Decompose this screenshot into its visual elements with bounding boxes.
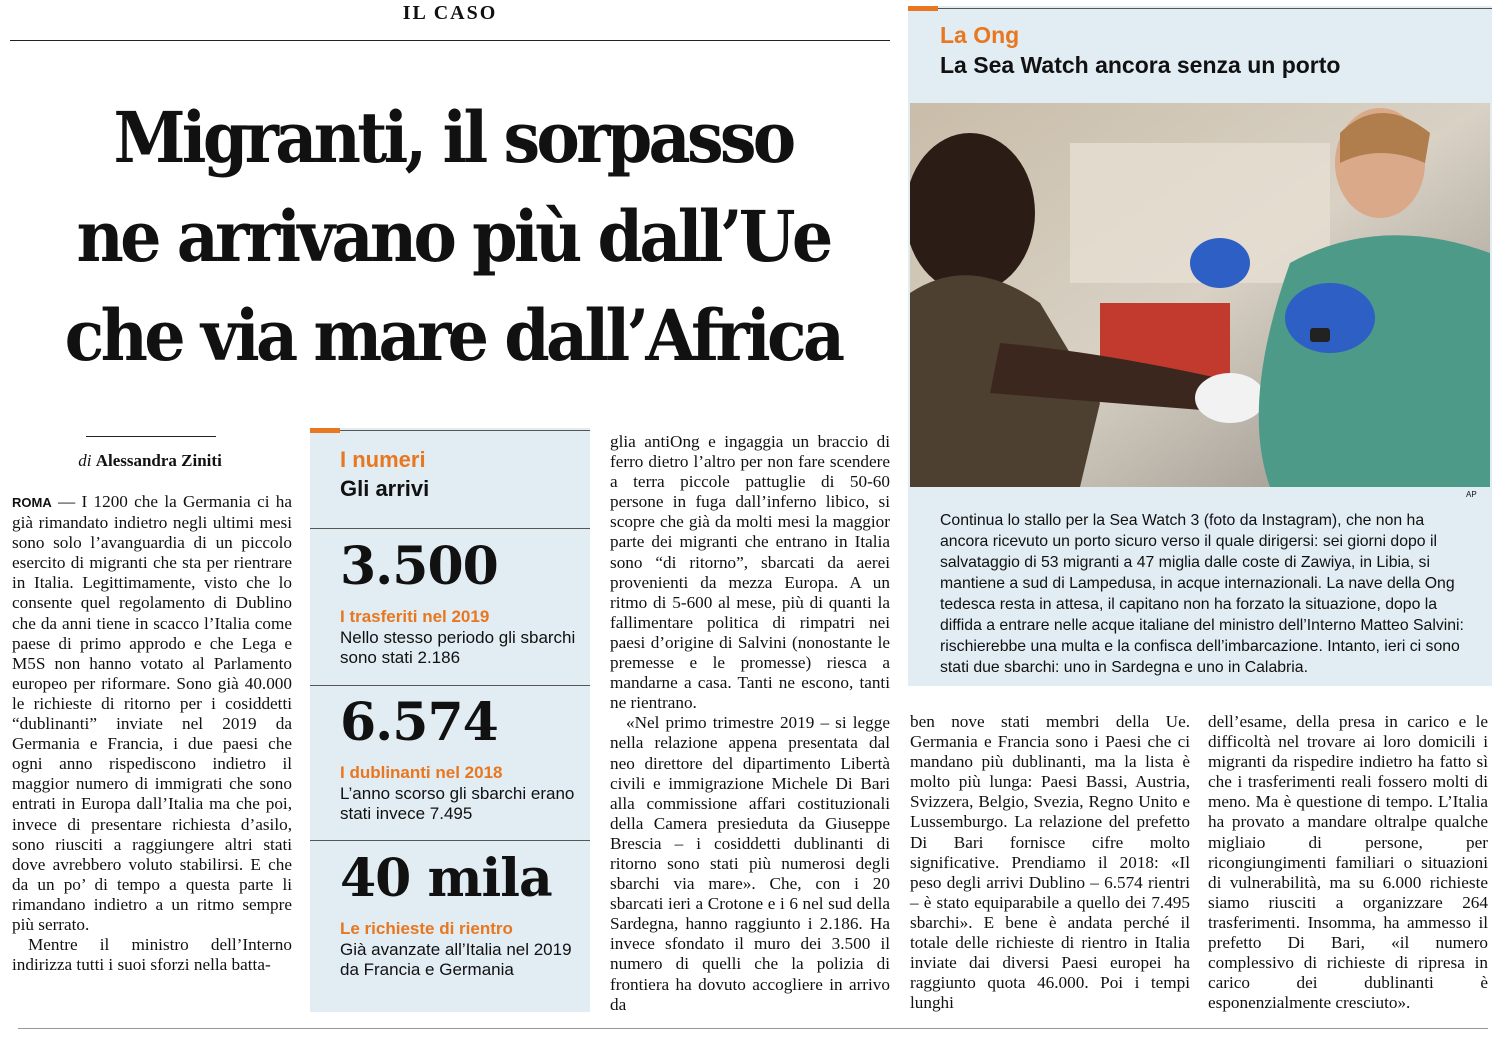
rescue-photo-illustration <box>910 103 1490 487</box>
ong-kicker: La Ong <box>940 22 1020 48</box>
ong-accent-bar <box>908 6 938 11</box>
byline-author: Alessandra Ziniti <box>95 451 222 470</box>
stat-label-requests: Le richieste di rientro <box>340 919 513 938</box>
stat-divider <box>310 840 590 841</box>
headline <box>39 88 867 385</box>
article-paragraph: dell’esame, della presa in carico e le difficoltà nel trovare ai loro domicili i migranti da rispedire indietro ha fatto sì che i trasferimenti reali fossero molti di meno. Ma è questione di tempo. L’Italia ha provato a mandare oltralpe qualche migliaio di persone, per ricongiungimenti familiari o situazioni di vulnerabilità, ma su 6.000 richieste siamo riusciti a organizzare 264 trasferimenti. Insomma, ha ammesso il prefetto Di Bari, «il numero complessivo di richieste di ripresa in carico dei dublinanti è esponenzialmente cresciuto». <box>1208 712 1488 1013</box>
article-paragraph <box>12 492 292 935</box>
stat-desc-requests: Già avanzate all’Italia nel 2019 da Francia e Germania <box>340 940 572 979</box>
headline-line-2: ne arrivano più dall’Ue <box>76 195 830 278</box>
stat-divider <box>310 528 590 529</box>
byline <box>10 451 290 471</box>
numbers-kicker: I numeri <box>340 447 426 472</box>
stat-label-dublinanti: I dublinanti nel 2018 <box>340 763 503 782</box>
photo-caption: Continua lo stallo per la Sea Watch 3 (foto da Instagram), che non ha ancora ricevuto un porto sicuro verso il quale dirigersi: sei giorni dopo il salvataggio di 53 migranti a 47 miglia dalle coste di Zawiya, in Libia, si mantiene a sud di Lampedusa, in acque internazionali. La nave della Ong tedesca resta in attesa, il capitano non ha forzato la situazione, dopo la diffida a entrare nelle acque italiane del ministro dell’Interno Matteo Salvini: rischierebbe una multa e la confisca dell’imbarcazione. Intanto, ieri ci sono stati due sbarchi: uno in Sardegna e uno in Calabria. <box>940 512 1464 676</box>
numbers-accent-bar <box>310 428 340 433</box>
photo-credit: AP <box>1466 490 1477 499</box>
stat-label-transfers: I trasferiti nel 2019 <box>340 607 490 626</box>
stat-divider <box>310 685 590 686</box>
ong-title: La Sea Watch ancora senza un porto <box>940 52 1341 78</box>
numbers-top-rule <box>340 430 590 431</box>
stat-value-transfers: 3.500 <box>340 536 498 597</box>
byline-prefix: di <box>78 451 92 470</box>
stat-value-dublinanti: 6.574 <box>340 692 498 753</box>
dateline: ROMA <box>12 495 52 510</box>
stat-value-requests: 40 mila <box>340 848 552 909</box>
page-bottom-rule <box>18 1028 1488 1029</box>
article-paragraph: «Nel primo trimestre 2019 – si legge nella relazione appena presentata dal neo direttore del dipartimento Libertà civili e immigrazione Michele Di Bari alla commissione affari costituzionali della Camera presieduta da Giuseppe Brescia – i cosiddetti dublinanti di ritorno sono stati più numerosi degli sbarchi via mare». Che, con i 20 sbarcati ieri a Crotone e i 6 nel sud della Sardegna, hanno raggiunto i 2.186. Ha invece sfondato il muro dei 3.500 il numero di quelli che la polizia di frontiera ha dovuto accogliere in arrivo da <box>610 713 890 1014</box>
rescue-photo <box>910 103 1490 487</box>
article-column-5 <box>1208 712 1488 1013</box>
byline-divider <box>86 436 216 437</box>
section-divider <box>10 40 890 41</box>
headline-line-1: Migranti, il sorpasso <box>113 96 793 179</box>
stat-desc-dublinanti: L’anno scorso gli sbarchi erano stati invece 7.495 <box>340 784 575 823</box>
ong-top-rule <box>938 8 1492 9</box>
article-paragraph: ben nove stati membri della Ue. Germania e Francia sono i Paesi che ci mandano più dublinanti, ma la lista è molto più lunga: Paesi Bassi, Austria, Svizzera, Belgio, Svezia, Regno Unito e Lussemburgo. La relazione del prefetto Di Bari fornisce cifre molto significative. Prendiamo il 2018: «Il peso degli arrivi Dublino – 6.574 rientri – è stato equiparabile a quello dei 7.495 sbarchi». E bene è andata perché il totale delle richieste di rientro in Italia inviate dai diversi Paesi europei ha raggiunto quota 46.000. Poi i tempi lunghi <box>910 712 1190 1013</box>
stat-desc-transfers: Nello stesso periodo gli sbarchi sono stati 2.186 <box>340 628 576 667</box>
article-column-3 <box>610 432 890 1015</box>
article-text: — I 1200 che la Germania ci ha già rimandato indietro negli ultimi mesi sono solo l’avanguardia di un piccolo esercito di migranti che sta per rientrare in Italia. Legittimamente, visto che lo consente quel regolamento di Dublino che da anni tiene in scacco l’Italia come paese di primo approdo e che Lega e M5S non hanno votato al Parlamento europeo per riformare. Sono già 40.000 le richieste di ritorno per i cosiddetti “dublinanti” inviate nel 2019 da Germania e Francia, i due paesi che ogni anno rispediscono indietro il maggior numero di immigrati che sono entrati in Europa dall’Italia ma che poi, invece di presentare richiesta d’asilo, sono riusciti a raggiungere altri stati dove avrebbero voluto stabilirsi. E che da un po’ di tempo a questa parte li rimandano indietro a un ritmo sempre più serrato. <box>12 492 292 934</box>
headline-line-3: che via mare dall’Africa <box>64 294 842 377</box>
article-paragraph: Mentre il ministro dell’Interno indirizza tutti i suoi sforzi nella batta- <box>12 935 292 975</box>
article-column-4 <box>910 712 1190 1013</box>
numbers-title: Gli arrivi <box>340 476 430 501</box>
article-column-1 <box>12 492 292 975</box>
article-paragraph: glia antiOng e ingaggia un braccio di ferro dietro l’altro per non fare scendere a terra piccole pattuglie di 50-60 persone in fuga dall’inferno libico, si scopre che già da molti mesi la maggior parte dei migranti che entrano in Italia sono “di ritorno”, sbarcati da aerei provenienti da mezza Europa. A un ritmo di 5-600 al mese, più di quanti la fallimentare politica di rimpatri nei paesi d’origine di Salvini (nonostante le premesse e le promesse) riesca a mandarne a casa. Tanti ne escono, tanti ne rientrano. <box>610 432 890 713</box>
section-label: IL CASO <box>402 2 498 24</box>
